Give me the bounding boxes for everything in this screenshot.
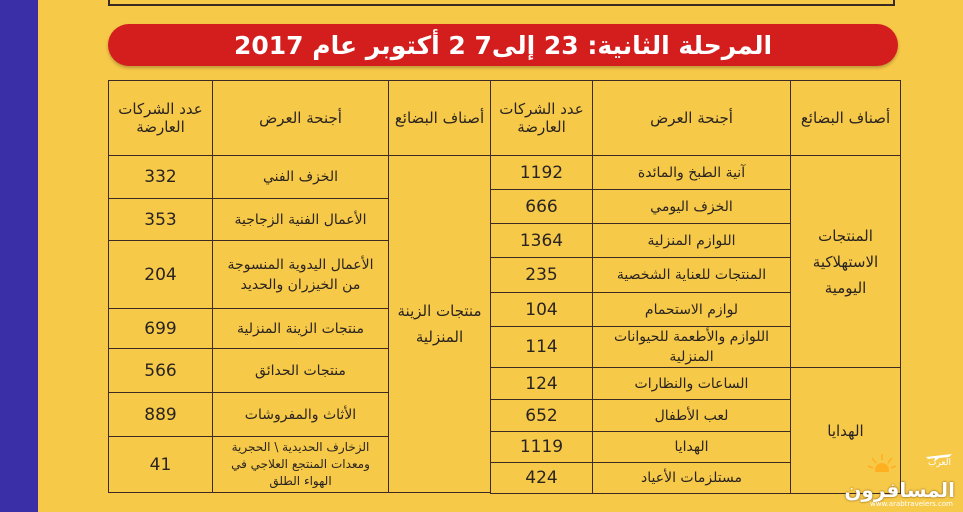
count-cell: 566 xyxy=(109,349,213,393)
count-cell: 1364 xyxy=(491,224,593,258)
category-cell: المنتجات الاستهلاكية اليومية xyxy=(791,156,901,368)
phase-title: المرحلة الثانية: 23 إلى7 2 أكتوبر عام 2017 xyxy=(233,30,773,60)
pavilion-cell: اللوازم المنزلية xyxy=(593,224,791,258)
pavilion-cell: لوازم الاستحمام xyxy=(593,293,791,327)
count-cell: 666 xyxy=(491,190,593,224)
pavilion-cell: الخزف الفني xyxy=(213,156,389,199)
sun-icon xyxy=(867,452,897,472)
count-cell: 114 xyxy=(491,327,593,368)
count-cell: 353 xyxy=(109,199,213,241)
pavilion-cell: مستلزمات الأعياد xyxy=(593,463,791,494)
category-cell: الهدايا xyxy=(791,368,901,494)
header-pavilion: أجنحة العرض xyxy=(593,81,791,156)
count-cell: 332 xyxy=(109,156,213,199)
pavilion-cell: منتجات الزينة المنزلية xyxy=(213,309,389,349)
logo-name: المسافرون xyxy=(844,478,955,502)
logo-url: www.arabtravelers.com xyxy=(870,500,953,508)
count-cell: 652 xyxy=(491,400,593,432)
pavilion-cell: الزخارف الحديدية \ الحجرية ومعدات المنتجع العلاجي في الهواء الطلق xyxy=(213,437,389,493)
previous-table-edge xyxy=(108,0,895,6)
header-exhibitors: عدد الشركات العارضة xyxy=(109,81,213,156)
watermark-logo xyxy=(844,450,957,508)
header-exhibitors: عدد الشركات العارضة xyxy=(491,81,593,156)
pavilion-cell: المنتجات للعناية الشخصية xyxy=(593,258,791,293)
header-category: أصناف البضائع xyxy=(389,81,491,156)
count-cell: 204 xyxy=(109,241,213,309)
header-pavilion: أجنحة العرض xyxy=(213,81,389,156)
pavilion-cell: لعب الأطفال xyxy=(593,400,791,432)
category-cell: منتجات الزينة المنزلية xyxy=(389,156,491,493)
count-cell: 424 xyxy=(491,463,593,494)
count-cell: 889 xyxy=(109,393,213,437)
phase-banner xyxy=(108,24,898,66)
count-cell: 699 xyxy=(109,309,213,349)
table-daily-goods-gifts xyxy=(490,80,901,494)
pavilion-cell: الخزف اليومي xyxy=(593,190,791,224)
pavilion-cell: الأثاث والمفروشات xyxy=(213,393,389,437)
pavilion-cell: الأعمال الفنية الزجاجية xyxy=(213,199,389,241)
count-cell: 1119 xyxy=(491,432,593,463)
pavilion-cell: اللوازم والأطعمة للحيوانات المنزلية xyxy=(593,327,791,368)
pavilion-cell: آنية الطبخ والمائدة xyxy=(593,156,791,190)
logo-tagline: العرب xyxy=(927,458,951,468)
pavilion-cell: الهدايا xyxy=(593,432,791,463)
table-home-decor xyxy=(108,80,491,493)
count-cell: 1192 xyxy=(491,156,593,190)
pavilion-cell: منتجات الحدائق xyxy=(213,349,389,393)
pavilion-cell: الأعمال اليدوية المنسوجة من الخيزران والحديد xyxy=(213,241,389,309)
count-cell: 104 xyxy=(491,293,593,327)
header-category: أصناف البضائع xyxy=(791,81,901,156)
pavilion-cell: الساعات والنظارات xyxy=(593,368,791,400)
count-cell: 235 xyxy=(491,258,593,293)
side-accent-bar xyxy=(0,0,38,512)
count-cell: 41 xyxy=(109,437,213,493)
count-cell: 124 xyxy=(491,368,593,400)
